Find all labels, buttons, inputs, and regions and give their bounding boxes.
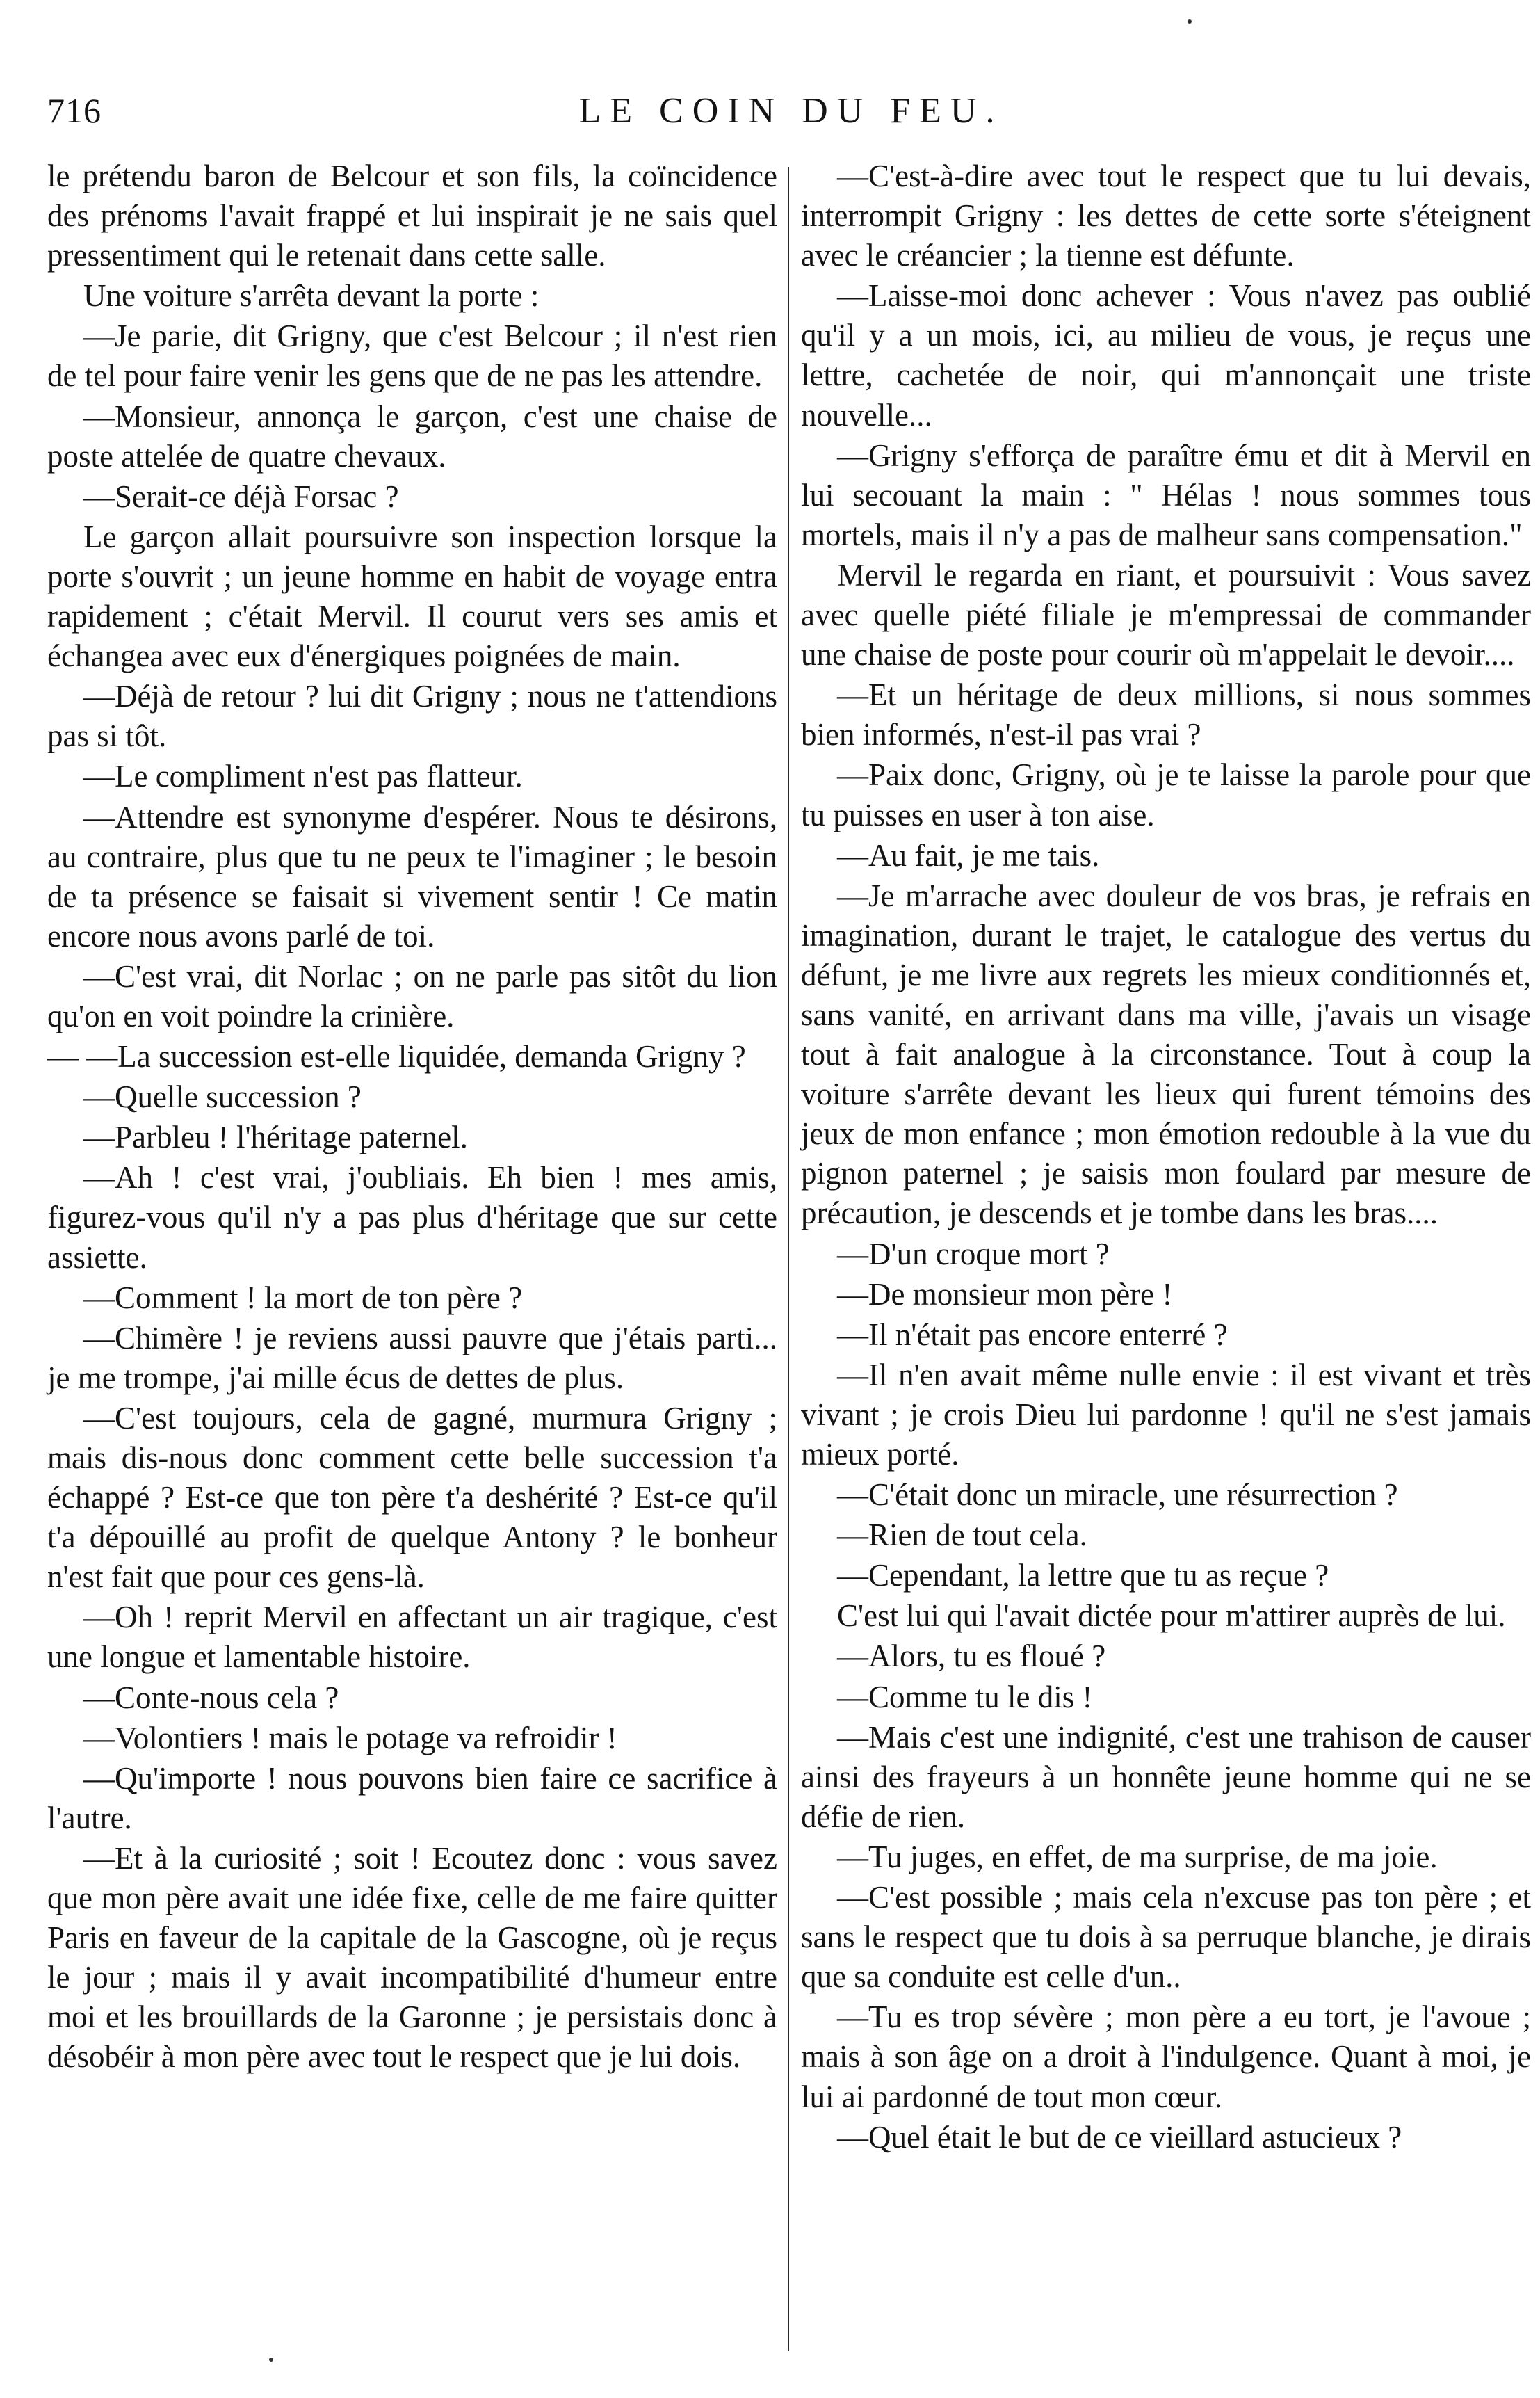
paragraph: —D'un croque mort ? [837, 1236, 1110, 1271]
paragraph: —C'est vrai, dit Norlac ; on ne parle pas sitôt du lion qu'on en voit poindre la crinière. [47, 958, 777, 1033]
paragraph: —Paix donc, Grigny, où je te laisse la parole pour que tu puisses en user à ton aise. [801, 757, 1531, 832]
paragraph: —Serait-ce déjà Forsac ? [83, 478, 399, 514]
paragraph: —Je m'arrache avec douleur de vos bras, je refrais en imagination, durant le trajet, le catalogue des vertus du défunt, je me livre aux regrets les mieux conditionnés et, sans vanité, en arrivant dans ma ville, j'avais un visage tout à fait analogue à la circonstance. Tout à coup la voiture s'arrête devant les lieux qui furent témoins des jeux de mon enfance ; mon émotion redouble à la vue du pignon paternel ; je saisis mon foulard par mesure de précaution, je descends et je tombe dans les bras.... [801, 878, 1531, 1231]
paragraph: — —La succession est-elle liquidée, demanda Grigny ? [47, 1039, 746, 1075]
paragraph: —Comment ! la mort de ton père ? [83, 1280, 523, 1315]
paragraph: —Et à la curiosité ; soit ! Ecoutez donc : vous savez que mon père avait une idée fixe, celle de me faire quitter Paris en faveur de la capitale de la Gascogne, où je reçus le jour ; mais il y avait incompatibilité d'humeur entre moi et les brouillards de la Garonne ; je persistais donc à désobéir à mon père avec tout le respect que je lui dois. [47, 1840, 777, 2075]
paragraph: Le garçon allait poursuivre son inspection lorsque la porte s'ouvrit ; un jeune homme en habit de voyage entra rapidement ; c'était Mervil. Il courut vers ses amis et échangea avec eux d'énergiques poignées de main. [47, 519, 777, 674]
paragraph: —C'était donc un miracle, une résurrection ? [837, 1477, 1398, 1513]
paragraph: —Comme tu le dis ! [837, 1679, 1093, 1714]
paragraph: —Tu es trop sévère ; mon père a eu tort, je l'avoue ; mais à son âge on a droit à l'indulgence. Quant à moi, je lui ai pardonné de tout mon cœur. [801, 1999, 1531, 2114]
paragraph: —Parbleu ! l'héritage paternel. [83, 1120, 468, 1155]
paragraph: —Et un héritage de deux millions, si nous sommes bien informés, n'est-il pas vrai ? [801, 677, 1531, 753]
paragraph: —Attendre est synonyme d'espérer. Nous te désirons, au contraire, plus que tu ne peux te l'imaginer ; le besoin de ta présence se faisait si vivement sentir ! Ce matin encore nous avons parlé de toi. [47, 799, 777, 953]
paragraph: —Quel était le but de ce vieillard astucieux ? [837, 2119, 1402, 2155]
paragraph: —Alors, tu es floué ? [837, 1639, 1106, 1674]
paragraph: —Chimère ! je reviens aussi pauvre que j'étais parti... je me trompe, j'ai mille écus de dettes de plus. [47, 1320, 777, 1395]
paragraph: Mervil le regarda en riant, et poursuivit : Vous savez avec quelle piété filiale je m'empressai de commander une chaise de poste pour courir où m'appelait le devoir.... [801, 557, 1531, 673]
paragraph: —Il n'en avait même nulle envie : il est vivant et très vivant ; je crois Dieu lui pardonne ! qu'il ne s'est jamais mieux porté. [801, 1357, 1531, 1472]
paragraph: —Cependant, la lettre que tu as reçue ? [837, 1558, 1329, 1593]
paragraph: —Au fait, je me tais. [837, 837, 1100, 873]
paragraph: —Mais c'est une indignité, c'est une trahison de causer ainsi des frayeurs à un honnête jeune homme qui ne se défie de rien. [801, 1719, 1531, 1834]
paragraph: —Oh ! reprit Mervil en affectant un air tragique, c'est une longue et lamentable histoire. [47, 1600, 777, 1675]
running-title: LE COIN DU FEU. [578, 91, 1004, 131]
paragraph: —C'est toujours, cela de gagné, murmura Grigny ; mais dis-nous donc comment cette belle succession t'a échappé ? Est-ce que ton père t'a deshérité ? Est-ce qu'il t'a dépouillé au profit de quelque Antony ? le bonheur n'est fait que pour ces gens-là. [47, 1400, 777, 1595]
paragraph: —Conte-nous cela ? [83, 1680, 339, 1715]
paragraph: C'est lui qui l'avait dictée pour m'attirer auprès de lui. [837, 1598, 1506, 1634]
paragraph: —Qu'importe ! nous pouvons bien faire ce sacrifice à l'autre. [47, 1760, 777, 1835]
paragraph: —Le compliment n'est pas flatteur. [83, 759, 523, 794]
paragraph: —Déjà de retour ? lui dit Grigny ; nous ne t'attendions pas si tôt. [47, 679, 777, 754]
paragraph: —Il n'était pas encore enterré ? [837, 1317, 1228, 1352]
paragraph: —Monsieur, annonça le garçon, c'est une chaise de poste attelée de quatre chevaux. [47, 399, 777, 474]
paragraph: —Rien de tout cela. [837, 1518, 1087, 1553]
column-divider [788, 167, 789, 2351]
right-column [801, 156, 1531, 2158]
paragraph: Une voiture s'arrêta devant la porte : [83, 278, 540, 314]
paragraph: —Grigny s'efforça de paraître ému et dit à Mervil en lui secouant la main : " Hélas ! nous sommes tous mortels, mais il n'y a pas de malheur sans compensation." [801, 437, 1531, 552]
paragraph: —Laisse-moi donc achever : Vous n'avez pas oublié qu'il y a un mois, ici, au milieu de vous, je reçus une lettre, cachetée de noir, qui m'annonçait une triste nouvelle... [801, 278, 1531, 433]
paragraph: le prétendu baron de Belcour et son fils, la coïncidence des prénoms l'avait frappé et lui inspirait je ne sais quel pressentiment qui le retenait dans cette salle. [47, 159, 777, 273]
paragraph: —Ah ! c'est vrai, j'oubliais. Eh bien ! mes amis, figurez-vous qu'il n'y a pas plus d'héritage que sur cette assiette. [47, 1160, 777, 1275]
paragraph: —Je parie, dit Grigny, que c'est Belcour ; il n'est rien de tel pour faire venir les gens que de ne pas les attendre. [47, 319, 777, 394]
paragraph: —De monsieur mon père ! [837, 1276, 1173, 1312]
left-column [47, 156, 777, 2078]
print-speck [269, 2358, 273, 2362]
paragraph: —Quelle succession ? [83, 1079, 362, 1115]
paragraph: —Tu juges, en effet, de ma surprise, de ma joie. [837, 1839, 1438, 1874]
page-header [47, 90, 1535, 146]
paragraph: —Volontiers ! mais le potage va refroidir ! [83, 1720, 617, 1755]
paragraph: —C'est possible ; mais cela n'excuse pas ton père ; et sans le respect que tu dois à sa perruque blanche, je dirais que sa conduite est celle d'un.. [801, 1880, 1531, 1995]
paragraph: —C'est-à-dire avec tout le respect que tu lui devais, interrompit Grigny : les dettes de cette sorte s'éteignent avec le créancier ; la tienne est défunte. [801, 159, 1531, 273]
page-number: 716 [47, 91, 102, 130]
print-speck [1188, 19, 1192, 24]
